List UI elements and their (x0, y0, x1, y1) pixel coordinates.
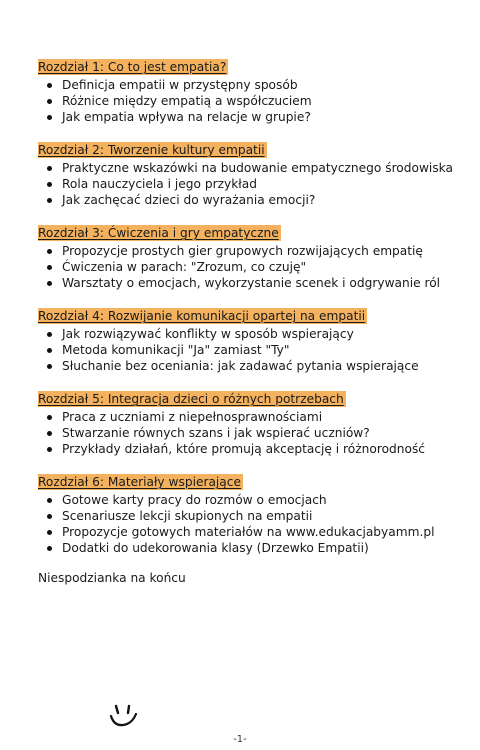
list-item-text: Praca z uczniami z niepełnosprawnościami (62, 410, 323, 424)
list-item (38, 259, 468, 275)
list-item-text: Gotowe karty pracy do rozmów o emocjach (62, 493, 327, 507)
chapter-1 (38, 56, 468, 125)
chapter-2 (38, 139, 468, 208)
chapter-item-list (38, 326, 468, 374)
list-item-text: Jak empatia wpływa na relacje w grupie? (62, 110, 311, 124)
chapter-6 (38, 471, 468, 556)
chapter-title (38, 142, 267, 158)
list-item-text: Słuchanie bez oceniania: jak zadawać pytania wspierające (62, 359, 419, 373)
chapter-title (38, 225, 281, 241)
chapter-item-list (38, 409, 468, 457)
bullet-icon (47, 265, 52, 270)
chapter-title (38, 474, 243, 490)
chapter-title (38, 391, 346, 407)
chapter-title-text: Rozdział 5: Integracja dzieci o różnych potrzebach (38, 392, 344, 406)
list-item (38, 160, 468, 176)
chapter-4 (38, 305, 468, 374)
bullet-icon (47, 348, 52, 353)
list-item-text: Definicja empatii w przystępny sposób (62, 78, 298, 92)
bullet-icon (47, 514, 52, 519)
bullet-icon (47, 281, 52, 286)
list-item-text: Stwarzanie równych szans i jak wspierać uczniów? (62, 426, 370, 440)
chapter-title (38, 59, 228, 75)
table-of-contents (38, 56, 468, 586)
list-item-text: Przykłady działań, które promują akceptację i różnorodność (62, 442, 425, 456)
list-item (38, 492, 468, 508)
list-item-text: Dodatki do udekorowania klasy (Drzewko Empatii) (62, 541, 369, 555)
bullet-icon (47, 249, 52, 254)
list-item-text: Jak zachęcać dzieci do wyrażania emocji? (62, 193, 316, 207)
chapter-title (38, 308, 367, 324)
bullet-icon (47, 332, 52, 337)
list-item (38, 342, 468, 358)
chapter-title-text: Rozdział 1: Co to jest empatia? (38, 60, 227, 74)
chapter-item-list (38, 77, 468, 125)
list-item (38, 409, 468, 425)
page-number: -1- (233, 734, 247, 745)
list-item (38, 176, 468, 192)
list-item (38, 275, 468, 291)
bullet-icon (47, 447, 52, 452)
list-item (38, 540, 468, 556)
list-item-text: Propozycje prostych gier grupowych rozwijających empatię (62, 244, 423, 258)
list-item (38, 243, 468, 259)
list-item-text: Propozycje gotowych materiałów na www.edukacjabyamm.pl (62, 525, 435, 539)
chapter-item-list (38, 243, 468, 291)
chapter-title-text: Rozdział 4: Rozwijanie komunikacji opartej na empatii (38, 309, 366, 323)
list-item (38, 326, 468, 342)
list-item-text: Metoda komunikacji "Ja" zamiast "Ty" (62, 343, 290, 357)
chapter-title-text: Rozdział 6: Materiały wspierające (38, 475, 241, 489)
list-item (38, 524, 468, 540)
bullet-icon (47, 498, 52, 503)
list-item-text: Różnice między empatią a współczuciem (62, 94, 312, 108)
bullet-icon (47, 530, 52, 535)
list-item (38, 192, 468, 208)
smiley-face-icon (108, 702, 140, 730)
bullet-icon (47, 546, 52, 551)
list-item (38, 508, 468, 524)
bullet-icon (47, 415, 52, 420)
chapter-title-text: Rozdział 3: Ćwiczenia i gry empatyczne (38, 226, 279, 240)
list-item-text: Ćwiczenia w parach: "Zrozum, co czuję" (62, 260, 307, 274)
chapter-title-text: Rozdział 2: Tworzenie kultury empatii (38, 143, 265, 157)
list-item (38, 441, 468, 457)
bullet-icon (47, 83, 52, 88)
bullet-icon (47, 99, 52, 104)
chapter-item-list (38, 492, 468, 556)
chapter-5 (38, 388, 468, 457)
bullet-icon (47, 115, 52, 120)
bullet-icon (47, 182, 52, 187)
list-item-text: Praktyczne wskazówki na budowanie empatycznego środowiska (62, 161, 453, 175)
bullet-icon (47, 198, 52, 203)
list-item-text: Jak rozwiązywać konflikty w sposób wspierający (62, 327, 354, 341)
chapter-item-list (38, 160, 468, 208)
list-item-text: Rola nauczyciela i jego przykład (62, 177, 257, 191)
list-item-text: Scenariusze lekcji skupionych na empatii (62, 509, 313, 523)
bullet-icon (47, 431, 52, 436)
list-item (38, 77, 468, 93)
bullet-icon (47, 364, 52, 369)
surprise-note: Niespodzianka na końcu (38, 571, 186, 585)
list-item (38, 93, 468, 109)
list-item (38, 109, 468, 125)
list-item (38, 425, 468, 441)
list-item-text: Warsztaty o emocjach, wykorzystanie scenek i odgrywanie ról (62, 276, 441, 290)
list-item (38, 358, 468, 374)
bullet-icon (47, 166, 52, 171)
chapter-3 (38, 222, 468, 291)
